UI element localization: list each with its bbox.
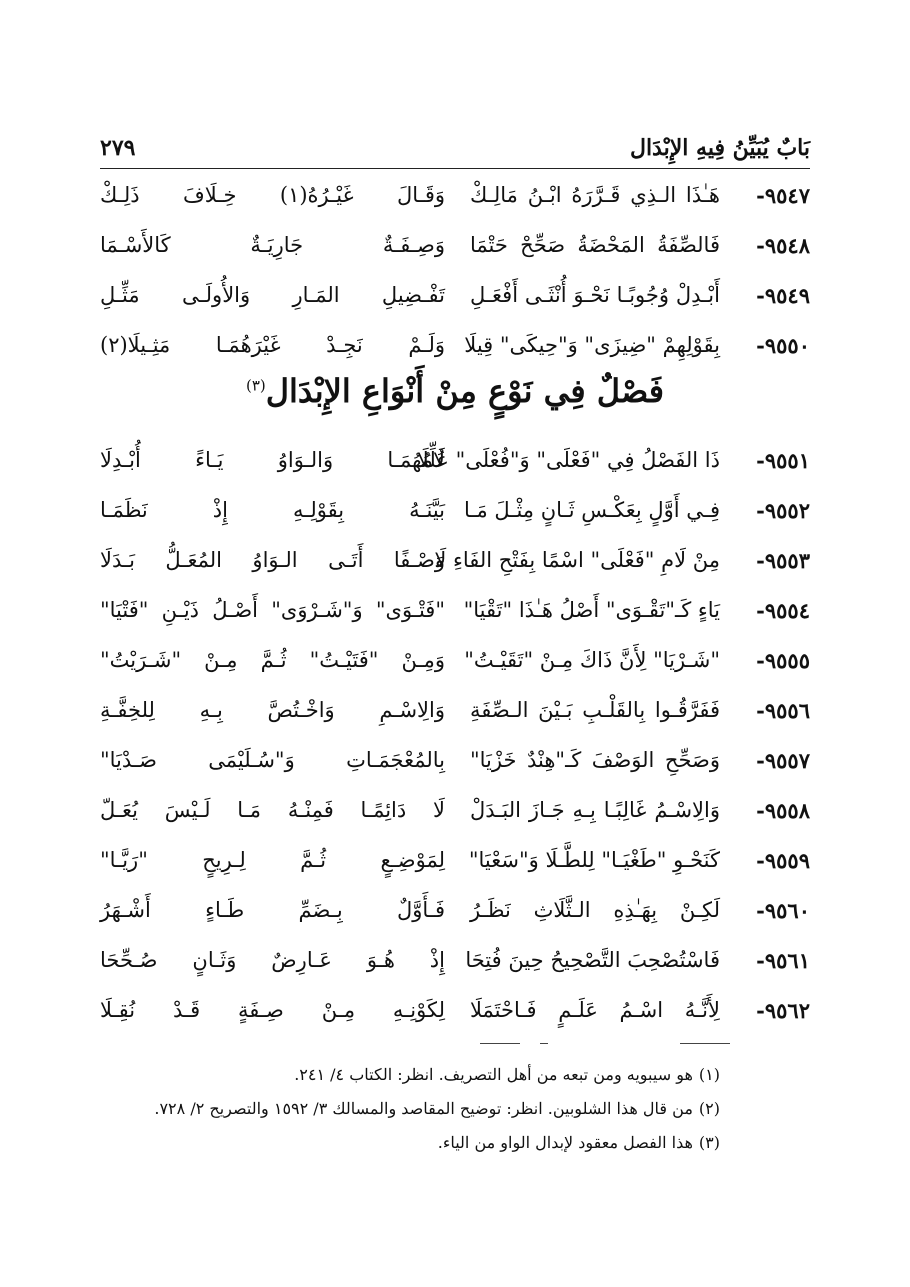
verse-first-hemistich: فِـي أَوَّلٍ بِعَكْـسِ ثَـانٍ مِثْـلَ مَـا xyxy=(463,498,720,522)
footnote-text: من قال هذا الشلوبين. انظر: توضيح المقاصد والمسالك ٣/ ١٥٩٢ والتصريح ٢/ ٧٢٨. xyxy=(154,1099,693,1118)
verse-number: ٩٥٥١- xyxy=(756,447,810,473)
verse-second-hemistich: بَيَّنَـهُ بِقَوْلِـهِ إِذْ نَظَمَـا xyxy=(100,498,445,522)
verse-first-hemistich: وَصَحِّحِ الوَصْفَ كَـ"هِنْدٌ خَزْيَا" xyxy=(470,748,720,772)
footnote-rule-segment xyxy=(540,1043,548,1044)
verse-first-hemistich: مِنْ لَامِ "فَعْلَى" اسْمًا بِفَتْحِ الفَاءِ لَا xyxy=(434,548,720,572)
verse-line xyxy=(100,635,810,685)
verse-number: ٩٥٥٦- xyxy=(756,697,810,723)
verse-line xyxy=(100,885,810,935)
verse-first-hemistich: فَاسْتُصْحِبَ التَّصْحِيحُ حِينَ فُتِحَا xyxy=(465,948,720,972)
verse-second-hemistich: إِذْ هُـوَ عَـارِضٌ وَثَـانٍ صُـحِّحَا xyxy=(100,948,445,972)
verse-second-hemistich: وَقَـالَ غَيْـرُهُ(١) خِـلَافَ ذَلِـكْ xyxy=(100,183,446,207)
verse-second-hemistich: وَمِـنْ "فَتَيْـتُ" ثُـمَّ مِـنْ "شَـرَيْتُ" xyxy=(100,648,445,672)
verse-first-hemistich: يَاءٍ كَـ"تَقْـوَى" أَصْلُ هَـٰذَا "تَقْيَا" xyxy=(463,598,720,622)
verse-second-hemistich: لَامُهُمَـا وَالـوَاوُ يَـاءً أُبْـدِلَا xyxy=(100,448,445,472)
verse-line xyxy=(100,785,810,835)
verse-number: ٩٥٥٨- xyxy=(756,797,810,823)
verse-first-hemistich: "شَـرْيَا" لِأَنَّ ذَاكَ مِـنْ "تَقَيْـتُ" xyxy=(464,648,720,672)
verse-first-hemistich: وَالِاسْـمُ غَالِبًـا بِـهِ جَـازَ البَـدَلْ xyxy=(470,798,720,822)
verse-line xyxy=(100,435,810,485)
verse-number: ٩٥٤٧- xyxy=(756,182,810,208)
verse-line xyxy=(100,585,810,635)
verse-number: ٩٥٥٥- xyxy=(756,647,810,673)
verse-line xyxy=(100,835,810,885)
verse-second-hemistich: وَلَـمْ نَجِـدْ غَيْرَهُمَـا مَثِـيلَا(٢) xyxy=(100,333,445,357)
verse-number: ٩٥٥٩- xyxy=(756,847,810,873)
verse-number: ٩٥٤٩- xyxy=(756,282,810,308)
verse-first-hemistich: فَفَرَّقُـوا بِالقَلْـبِ بَـيْنَ الـصِّفَةِ xyxy=(470,698,720,722)
verse-line xyxy=(100,985,810,1035)
footnote-text: هو سيبويه ومن تبعه من أهل التصريف. انظر: الكتاب ٤/ ٢٤١. xyxy=(294,1065,693,1084)
verse-line xyxy=(100,170,810,220)
footnote-rule-segment xyxy=(480,1043,520,1044)
verse-number: ٩٥٥٧- xyxy=(756,747,810,773)
verse-first-hemistich: فَالصِّفَةُ المَحْضَةُ صَحِّحْ حَتْمَا xyxy=(470,233,720,257)
verse-number: ٩٥٦١- xyxy=(756,947,810,973)
verse-second-hemistich: فَـأَوَّلٌ بِـضَمِّ طَـاءٍ أَشْـهَرُ xyxy=(100,898,445,922)
verse-second-hemistich: وَصِـفَـةٌ جَارِيَـةٌ كَالأَسْـمَا xyxy=(100,233,445,257)
verse-line xyxy=(100,685,810,735)
verse-second-hemistich: "فَتْـوَى" وَ"شَـرْوَى" أَصْـلُ ذَيْـنِ "فَتْيَا" xyxy=(100,598,445,622)
footnote-mark: (٢) xyxy=(698,1099,720,1118)
verse-line xyxy=(100,320,810,370)
verse-line xyxy=(100,270,810,320)
verse-second-hemistich: بِالمُعْجَمَـاتِ وَ"سُـلَيْمَى صَـدْيَا" xyxy=(100,748,445,772)
verse-first-hemistich: هَـٰذَا الـذِي قَـرَّرَهُ ابْـنُ مَالِـكْ xyxy=(470,183,720,207)
verse-line xyxy=(100,935,810,985)
verse-line xyxy=(100,735,810,785)
verse-line xyxy=(100,485,810,535)
verses-after-section xyxy=(100,435,810,1035)
verse-first-hemistich: لَكِـنْ بِهَـٰذِهِ الـثَّلَاثِ نَظَـرُ xyxy=(470,898,720,922)
verse-first-hemistich: أَبْـدِلْ وُجُوبًـا نَحْـوَ أُنْثَـى أَفْعَـلِ xyxy=(470,283,720,307)
verse-first-hemistich: لِأَنَّـهُ اسْـمُ عَلَـمٍ فَـاحْتَمَلَا xyxy=(470,998,720,1022)
verse-line xyxy=(100,220,810,270)
section-title-text: فَصْلٌ فِي نَوْعٍ مِنْ أَنْوَاعِ الإِبْدَال xyxy=(265,372,665,410)
footnote-text: هذا الفصل معقود لإبدال الواو من الياء. xyxy=(437,1133,693,1152)
verse-number: ٩٥٥٤- xyxy=(756,597,810,623)
page-header xyxy=(100,128,810,169)
footnotes xyxy=(140,1058,720,1160)
section-title xyxy=(100,372,810,428)
verse-second-hemistich: تَفْـضِيلِ المَـارِ وَالأُولَـى مَثِّـلِ xyxy=(100,283,445,307)
verse-line xyxy=(100,535,810,585)
verse-first-hemistich: بِقَوْلِهِمْ "ضِيزَى" وَ"حِيكَى" قِيلَا xyxy=(464,333,720,357)
verse-second-hemistich: لِمَوْضِـعٍ ثُـمَّ لِـرِيحٍ "رَيَّـا" xyxy=(100,848,445,872)
verse-first-hemistich: ذَا الفَصْلُ فِي "فَعْلَى" وَ"فُعْلَى" عُلِّلَا xyxy=(416,448,720,472)
footnote xyxy=(140,1126,720,1160)
verse-number: ٩٥٦٢- xyxy=(756,997,810,1023)
page-number: ٢٧٩ xyxy=(100,135,136,161)
verse-second-hemistich: لَا دَائِمًـا فَمِنْـهُ مَـا لَـيْسَ يُعَـلّ xyxy=(100,798,445,822)
verse-number: ٩٥٤٨- xyxy=(756,232,810,258)
footnote-mark: (٣) xyxy=(698,1133,720,1152)
footnote-mark: (١) xyxy=(698,1065,720,1084)
footnote xyxy=(140,1058,720,1092)
verse-number: ٩٥٦٠- xyxy=(756,897,810,923)
verse-second-hemistich: وَصْـفًا أَتَـى الـوَاوُ المُعَـلُّ بَـدَلَا xyxy=(100,548,445,572)
section-title-note: (٣) xyxy=(245,376,266,395)
verse-second-hemistich: وَالِاسْـمِ وَاخْـتُصَّ بِـهِ لِلخِفَّـةِ xyxy=(100,698,445,722)
verse-number: ٩٥٥٢- xyxy=(756,497,810,523)
verse-second-hemistich: لِكَوْنِـهِ مِـنْ صِـفَةٍ قَـدْ نُقِـلَا xyxy=(100,998,445,1022)
verses-before-section xyxy=(100,170,810,370)
footnote xyxy=(140,1092,720,1126)
verse-number: ٩٥٥٣- xyxy=(756,547,810,573)
running-title: بَابٌ يُبَيِّنُ فِيهِ الإِبْدَال xyxy=(629,135,810,161)
footnote-rule xyxy=(680,1043,730,1044)
verse-number: ٩٥٥٠- xyxy=(756,332,810,358)
verse-first-hemistich: كَنَحْـوِ "طَغْيَـا" لِلطَّـلَا وَ"سَعْيَا" xyxy=(468,848,720,872)
